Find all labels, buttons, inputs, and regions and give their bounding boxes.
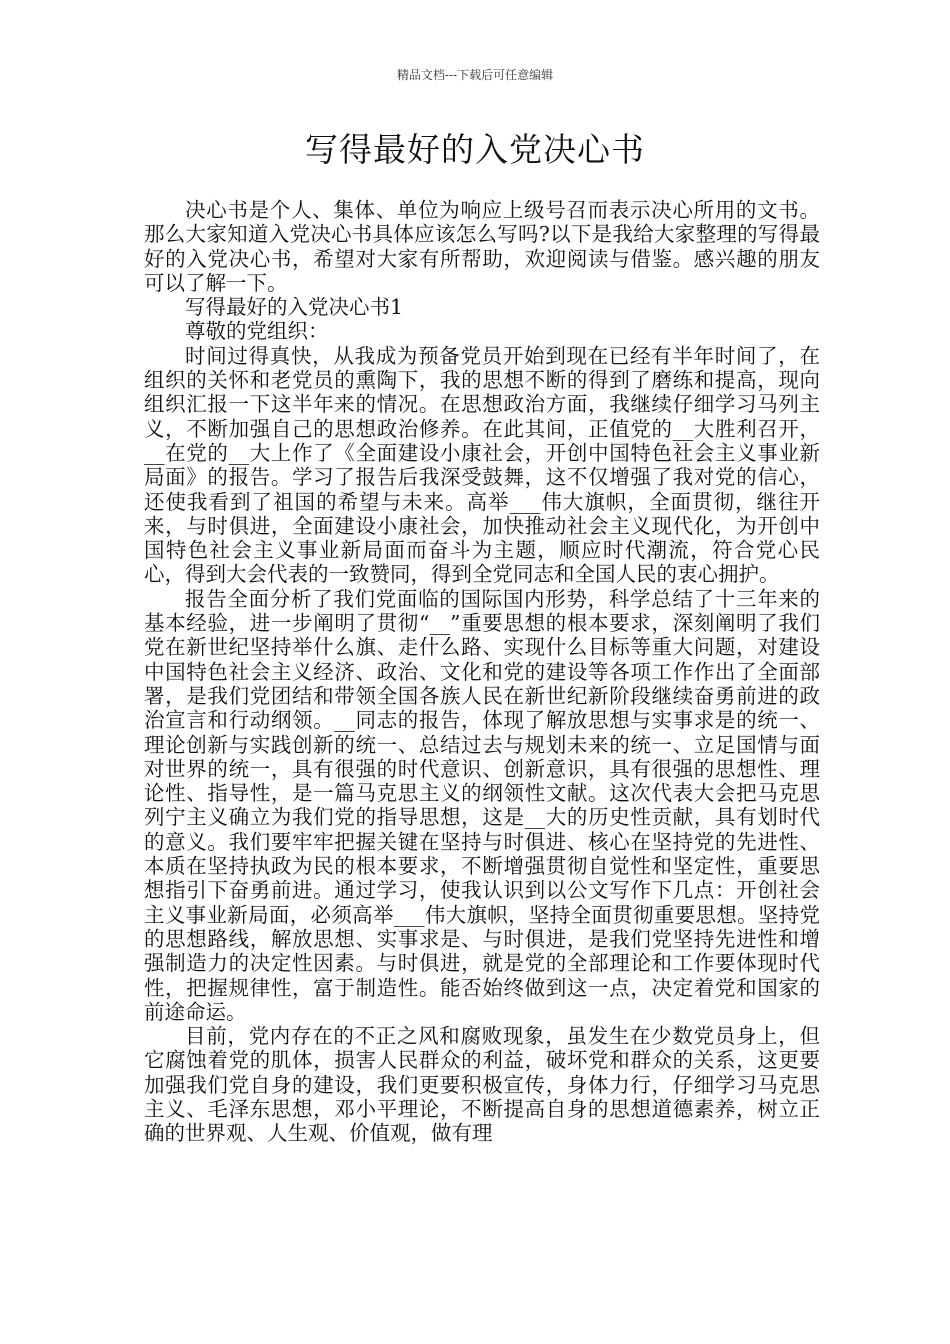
section-heading: 写得最好的入党决心书1 <box>185 295 404 320</box>
document-title: 写得最好的入党决心书 <box>305 130 645 169</box>
body-paragraph: 时间过得真快，从我成为预备党员开始到现在已经有半年时间了，在组织的关怀和老党员的熏陶下，我的思想不断的得到了磨练和提高，现向组织汇报一下这半年来的情况。在思想政治方面，我继续仔细学习马列主义，不断加强自己的思想政治修养。在此其间，正值党的__大胜利召开，__在党的__大上作了《全面建设小康社会，开创中国特色社会主义事业新局面》的报告。学习了报告后我深受鼓舞，这不仅增强了我对党的信心，还使我看到了祖国的希望与未来。高举___伟大旗帜，全面贯彻，继往开来，与时俱进，全面建设小康社会，加快推动社会主义现代化，为开创中国特色社会主义事业新局面而奋斗为主题，顺应时代潮流，符合党心民心，得到大会代表的一致赞同，得到全党同志和全国人民的衷心拥护。 <box>144 343 820 587</box>
document-body <box>144 198 820 1146</box>
body-paragraph: 报告全面分析了我们党面临的国际国内形势，科学总结了十三年来的基本经验，进一步阐明了贯彻“__”重要思想的根本要求，深刻阐明了我们党在新世纪坚持举什么旗、走什么路、实现什么目标等重大问题，对建设中国特色社会主义经济、政治、文化和党的建设等各项工作作出了全面部署，是我们党团结和带领全国各族人民在新世纪新阶段继续奋勇前进的政治宣言和行动纲领。__同志的报告，体现了解放思想与实事求是的统一、理论创新与实践创新的统一、总结过去与规划未来的统一、立足国情与面对世界的统一，具有很强的时代意识、创新意识，具有很强的思想性、理论性、指导性，是一篇马克思主义的纲领性文献。这次代表大会把马克思列宁主义确立为我们党的指导思想，这是__大的历史性贡献，具有划时代的意义。我们要牢牢把握关键在坚持与时俱进、核心在坚持党的先进性、本质在坚持执政为民的根本要求，不断增强贯彻自觉性和坚定性，重要思想指引下奋勇前进。通过学习，使我认识到以公文写作下几点：开创社会主义事业新局面，必须高举___伟大旗帜，坚持全面贯彻重要思想。坚持党的思想路线，解放思想、实事求是、与时俱进，是我们党坚持先进性和增强制造力的决定性因素。与时俱进，就是党的全部理论和工作要体现时代性，把握规律性，富于制造性。能否始终做到这一点，决定着党和国家的前途命运。 <box>144 586 820 1024</box>
salutation: 尊敬的党组织： <box>185 319 329 344</box>
intro-paragraph: 决心书是个人、集体、单位为响应上级号召而表示决心所用的文书。那么大家知道入党决心书具体应该怎么写吗?以下是我给大家整理的写得最好的入党决心书，希望对大家有所帮助，欢迎阅读与借鉴。感兴趣的朋友可以了解一下。 <box>144 198 820 295</box>
body-paragraph: 目前，党内存在的不正之风和腐败现象，虽发生在少数党员身上，但它腐蚀着党的肌体，损害人民群众的利益，破坏党和群众的关系，这更要加强我们党自身的建设，我们更要积极宣传，身体力行，仔细学习马克思主义、毛泽东思想，邓小平理论，不断提高自身的思想道德素养，树立正确的世界观、人生观、价值观，做有理 <box>144 1024 820 1146</box>
page-header: 精品文档---下载后可任意编辑 <box>396 68 554 82</box>
